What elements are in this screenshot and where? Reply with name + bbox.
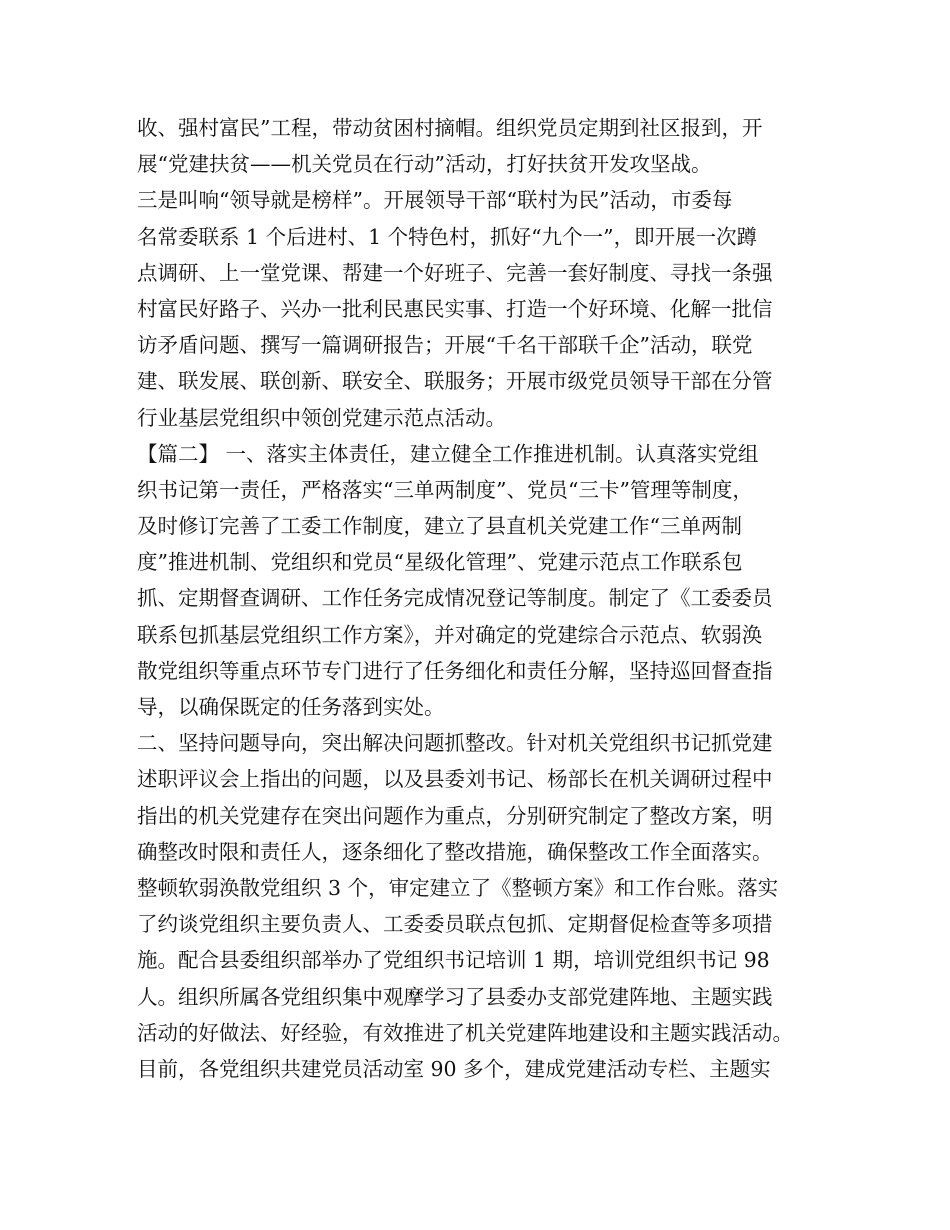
text-line: 述职评议会上指出的问题，以及县委刘书记、杨部长在机关调研过程中 — [137, 767, 773, 792]
text-line: 织书记第一责任，严格落实“三单两制度”、党员“三卡”管理等制度， — [137, 477, 753, 502]
text-line: 施。配合县委组织部举办了党组织书记培训 1 期，培训党组织书记 98 — [137, 948, 770, 973]
text-line: 展“党建扶贫——机关党员在行动”活动，打好扶贫开发攻坚战。 — [137, 152, 712, 177]
text-line: 了约谈党组织主要负责人、工委委员联点包抓、定期督促检查等多项措 — [137, 912, 773, 937]
text-line: 建、联发展、联创新、联安全、联服务；开展市级党员领导干部在分管 — [137, 369, 773, 394]
text-line: 二、坚持问题导向，突出解决问题抓整改。针对机关党组织书记抓党建 — [137, 731, 773, 756]
text-line: 活动的好做法、好经验，有效推进了机关党建阵地建设和主题实践活动。 — [137, 1020, 793, 1045]
text-line: 行业基层党组织中领创党建示范点活动。 — [137, 405, 506, 430]
text-line: 点调研、上一堂党课、帮建一个好班子、完善一套好制度、寻找一条强 — [137, 260, 773, 285]
text-line: 三是叫响“领导就是榜样”。开展领导干部“联村为民”活动，市委每 — [137, 188, 733, 213]
document-body — [137, 110, 827, 1087]
text-line: 及时修订完善了工委工作制度，建立了县直机关党建工作“三单两制 — [137, 514, 742, 539]
text-line: 名常委联系 1 个后进村、1 个特色村，抓好“九个一”，即开展一次蹲 — [137, 224, 758, 249]
text-line: 抓、定期督查调研、工作任务完成情况登记等制度。制定了《工委委员 — [137, 586, 773, 611]
text-line: 访矛盾问题、撰写一篇调研报告；开展“千名干部联千企”活动，联党 — [137, 333, 753, 358]
text-line: 指出的机关党建存在突出问题作为重点，分别研究制定了整改方案，明 — [137, 803, 773, 828]
text-line: 村富民好路子、兴办一批利民惠民实事、打造一个好环境、化解一批信 — [137, 296, 773, 321]
text-line: 收、强村富民”工程，带动贫困村摘帽。组织党员定期到社区报到，开 — [137, 116, 763, 140]
text-line: 整顿软弱涣散党组织 3 个，审定建立了《整顿方案》和工作台账。落实 — [137, 875, 779, 900]
text-line: 散党组织等重点环节专门进行了任务细化和责任分解，坚持巡回督查指 — [137, 658, 773, 683]
text-line: 联系包抓基层党组织工作方案》，并对确定的党建综合示范点、软弱涣 — [137, 622, 763, 647]
text-line: 目前，各党组织共建党员活动室 90 多个，建成党建活动专栏、主题实 — [137, 1056, 771, 1081]
text-line: 确整改时限和责任人，逐条细化了整改措施，确保整改工作全面落实。 — [137, 839, 773, 864]
text-line: 导，以确保既定的任务落到实处。 — [137, 695, 445, 719]
text-line: 人。组织所属各党组织集中观摩学习了县委办支部党建阵地、主题实践 — [137, 984, 773, 1009]
text-line: 【篇二】 一、落实主体责任，建立健全工作推进机制。认真落实党组 — [137, 441, 759, 466]
text-line: 度”推进机制、党组织和党员“星级化管理”、党建示范点工作联系包 — [137, 550, 743, 575]
